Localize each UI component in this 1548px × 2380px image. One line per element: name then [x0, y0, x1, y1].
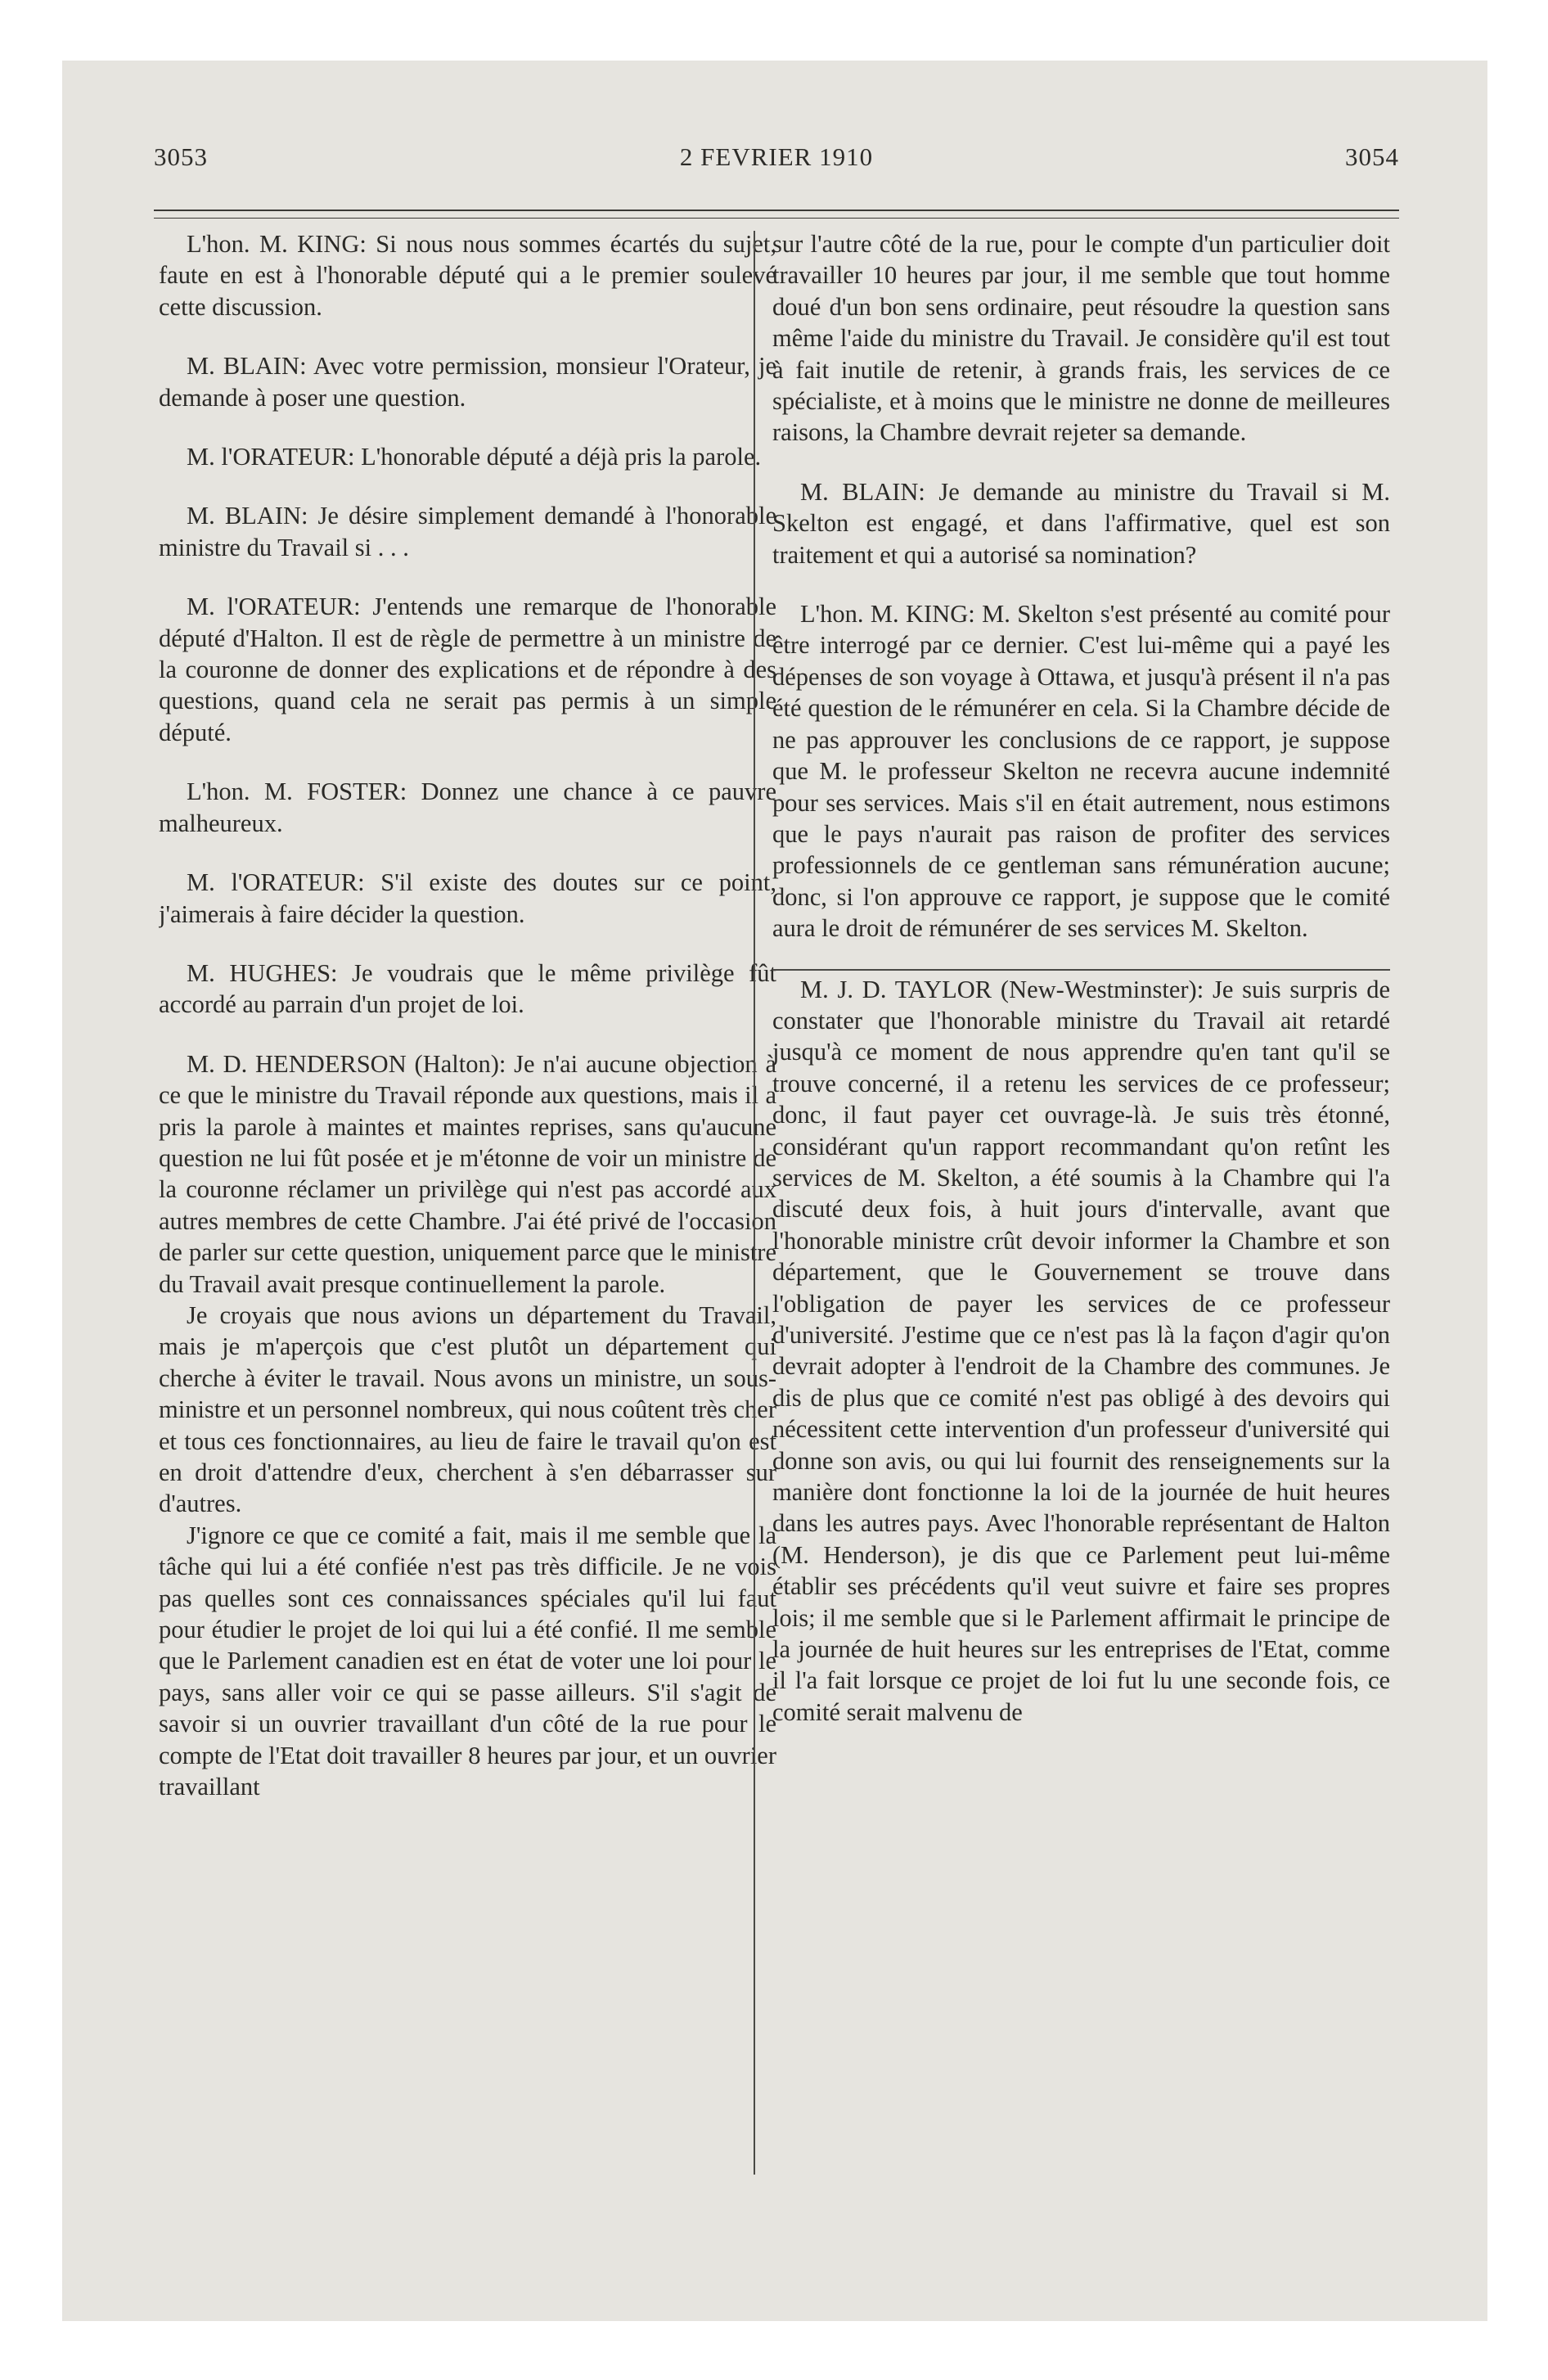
paragraph: M. BLAIN: Avec votre permission, monsieur l'Orateur, je demande à poser une question. [159, 352, 776, 412]
page-header [154, 142, 1399, 183]
paragraph: L'hon. M. KING: M. Skelton s'est présenté au comité pour être interrogé par ce dernier. C'est lui-même qui a payé les dépenses de son voyage à Ottawa, et jusqu'à présent il n'a pas été question de le rémunérer en cela. Si la Chambre décide de ne pas approuver les conclusions de ce rapport, je suppose que M. le professeur Skelton ne recevra aucune indemnité pour ses services. Mais s'il en était autrement, nous estimons que le pays n'aurait pas raison de profiter des services professionnels de ce gentleman sans rémunération aucune; donc, si l'on approuve ce rapport, je suppose que le comité aura le droit de rémunérer de ses services M. Skelton. [772, 600, 1390, 943]
paragraph: M. J. D. TAYLOR (New-Westminster): Je suis surpris de constater que l'honorable ministre du Travail ait retardé jusqu'à ce moment de nous apprendre qu'en tant qu'il se trouve concerné, il a retenu les services de ce professeur; donc, il faut payer cet ouvrage-là. Je suis très étonné, considérant qu'un rapport recommandant qu'on retînt les services de M. Skelton, a été soumis à la Chambre qui l'a discuté deux fois, à huit jours d'intervalle, avant que l'honorable ministre crût devoir informer la Chambre et son département, que le Gouvernement se trouve dans l'obligation de payer les services de ce professeur d'université. J'estime que ce n'est pas là la façon d'agir qu'on devrait adopter à l'endroit de la Chambre des communes. Je dis de plus que ce comité n'est pas obligé à des devoirs qui nécessitent cette intervention d'un professeur d'université qui donne son avis, ou qui lui fournit des renseignements sur la manière dont fonctionne la loi de la journée de huit heures dans les autres pays. Avec l'honorable représentant de Halton (M. Henderson), je dis que ce Parlement peut lui-même établir ses précédents qu'il veut suivre et faire ses propres lois; il me semble que si le Parlement affirmait le principe de la journée de huit heures sur les entreprises de l'Etat, comme il l'a fait lorsque ce projet de loi fut lu une seconde fois, ce comité serait malvenu de [772, 975, 1390, 1726]
paragraph: M. l'ORATEUR: L'honorable député a déjà pris la parole. [187, 443, 762, 471]
paragraph: Je croyais que nous avions un département du Travail, mais je m'aperçois que c'est plutôt un département qui cherche à éviter le travail. Nous avons un ministre, un sous-ministre et un personnel nombreux, qui nous coûtent très cher et tous ces fonctionnaires, au lieu de faire le travail qu'on est en droit d'attendre d'eux, cherchent à s'en débarrasser sur d'autres. [159, 1300, 776, 1518]
scanned-page [62, 61, 1487, 2321]
page-number-right: 3054 [1345, 142, 1399, 171]
paragraph: M. BLAIN: Je désire simplement demandé à l'honorable ministre du Travail si . . . [159, 502, 776, 561]
page-number-left: 3053 [154, 142, 208, 171]
header-rule-thin [154, 218, 1399, 219]
column-divider [754, 231, 755, 2175]
paragraph: L'hon. M. KING: Si nous nous sommes écartés du sujet, faute en est à l'honorable député qui a le premier soulevé cette discussion. [159, 230, 776, 321]
page-date: 2 FEVRIER 1910 [679, 142, 874, 171]
header-rule-thick [154, 210, 1399, 211]
left-column [159, 228, 776, 2176]
paragraph: M. l'ORATEUR: J'entends une remarque de l'honorable député d'Halton. Il est de règle de permettre à un ministre de la couronne de donner des explications et de répondre à des questions, quand cela ne serait pas permis à un simple député. [159, 593, 776, 746]
paragraph: J'ignore ce que ce comité a fait, mais il me semble que la tâche qui lui a été confiée n'est pas très difficile. Je ne vois pas quelles sont ces connaissances spéciales qu'il lui faut pour étudier le projet de loi qui lui a été confié. Il me semble que le Parlement canadien est en état de voter une loi pour le pays, sans aller voir ce qui se passe ailleurs. S'il s'agit de savoir si un ouvrier travaillant d'un côté de la rue pour le compte de l'Etat doit travailler 8 heures par jour, et un ouvrier travaillant [159, 1521, 776, 1801]
right-column [772, 228, 1390, 2176]
paragraph: sur l'autre côté de la rue, pour le compte d'un particulier doit travailler 10 heures par jour, il me semble que tout homme doué d'un bon sens ordinaire, peut résoudre la question sans même l'aide du ministre du Travail. Je considère qu'il est tout à fait inutile de retenir, à grands frais, les services de ce spécialiste, et à moins que le ministre ne donne de meilleures raisons, la Chambre devrait rejeter sa demande. [772, 230, 1390, 447]
page-content [62, 61, 1487, 2321]
paragraph: M. BLAIN: Je demande au ministre du Travail si M. Skelton est engagé, et dans l'affirmative, quel est son traitement et qui a autorisé sa nomination? [772, 477, 1390, 569]
paragraph: M. l'ORATEUR: S'il existe des doutes sur ce point, j'aimerais à faire décider la question. [159, 868, 776, 928]
paragraph: M. D. HENDERSON (Halton): Je n'ai aucune objection à ce que le ministre du Travail réponde aux questions, mais il a pris la parole à maintes et maintes reprises, sans qu'aucune question ne lui fût posée et je m'étonne de voir un ministre de la couronne réclamer un privilège qui n'est pas accordé aux autres membres de cette Chambre. J'ai été privé de l'occasion de parler sur cette question, uniquement parce que le ministre du Travail avait presque continuellement la parole. [159, 1049, 776, 1298]
speaker-separator [772, 969, 1390, 971]
paragraph: L'hon. M. FOSTER: Donnez une chance à ce pauvre malheureux. [159, 778, 776, 837]
paragraph: M. HUGHES: Je voudrais que le même privilège fût accordé au parrain d'un projet de loi. [159, 958, 776, 1019]
